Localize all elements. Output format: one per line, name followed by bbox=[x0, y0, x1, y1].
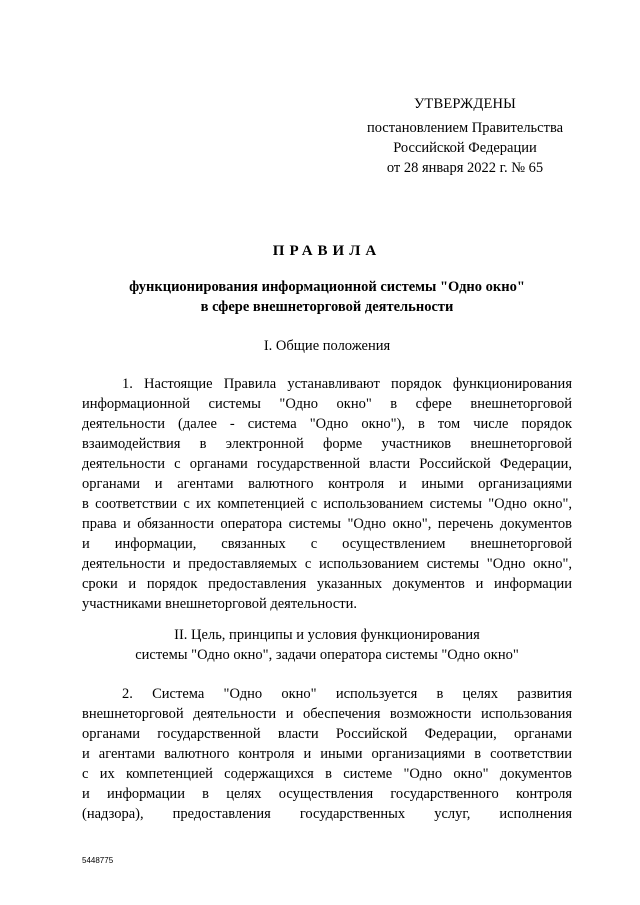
paragraph-line: внешнеторговой деятельности и обеспечения возможности использования bbox=[82, 706, 572, 722]
paragraph-line: деятельности и предоставляемых с использованием системы "Одно окно", bbox=[82, 556, 572, 572]
paragraph-line: права и обязанности оператора системы "Одно окно", перечень документов bbox=[82, 516, 572, 532]
approval-line-2: Российской Федерации bbox=[393, 140, 537, 156]
document-subtitle-line-2: в сфере внешнеторговой деятельности bbox=[200, 299, 454, 315]
approval-title: УТВЕРЖДЕНЫ bbox=[413, 96, 517, 112]
paragraph-line: с их компетенцией содержащихся в системе "Одно окно" документов bbox=[82, 766, 572, 782]
paragraph-line: (надзора), предоставления государственных услуг, исполнения bbox=[82, 806, 572, 822]
paragraph-line: органами государственной власти Российской Федерации, органами bbox=[82, 726, 572, 742]
paragraph-line: взаимодействия в электронной форме участников внешнеторговой bbox=[82, 436, 572, 452]
paragraph-2 bbox=[82, 684, 572, 824]
document-subtitle-line-1: функционирования информационной системы "Одно окно" bbox=[129, 279, 525, 295]
paragraph-line: и агентами валютного контроля и иными организациями в соответствии bbox=[82, 746, 572, 762]
paragraph-line: информационной системы "Одно окно" в сфере внешнеторговой bbox=[82, 396, 572, 412]
document-title: ПРАВИЛА bbox=[272, 243, 382, 259]
document-code: 5448775 bbox=[82, 856, 114, 865]
section-2-heading-line-2: системы "Одно окно", задачи оператора системы "Одно окно" bbox=[135, 647, 519, 663]
approval-line-3: от 28 января 2022 г. № 65 bbox=[386, 160, 544, 176]
paragraph-line: и информации, связанных с осуществлением внешнеторговой bbox=[82, 536, 572, 552]
paragraph-line: 1. Настоящие Правила устанавливают порядок функционирования bbox=[122, 376, 572, 392]
section-2-heading-line-1: II. Цель, принципы и условия функционирования bbox=[174, 627, 480, 643]
document-title-block bbox=[82, 243, 572, 317]
approval-line-1: постановлением Правительства bbox=[366, 120, 564, 136]
paragraph-line: сроки и порядок предоставления указанных документов и информации bbox=[82, 576, 572, 592]
section-1-heading: I. Общие положения bbox=[263, 338, 391, 354]
paragraph-line: в соответствии с их компетенцией с использованием системы "Одно окно", bbox=[82, 496, 572, 512]
paragraph-1 bbox=[82, 374, 572, 614]
paragraph-line: деятельности с органами государственной власти Российской Федерации, bbox=[82, 456, 572, 472]
paragraph-line: и информации в целях осуществления государственного контроля bbox=[82, 786, 572, 802]
paragraph-line: деятельности (далее - система "Одно окно"), в том числе порядок bbox=[82, 416, 572, 432]
paragraph-line: органами и агентами валютного контроля и иными организациями bbox=[82, 476, 572, 492]
paragraph-line: участниками внешнеторговой деятельности. bbox=[82, 596, 357, 612]
approval-stamp bbox=[350, 94, 580, 178]
paragraph-line: 2. Система "Одно окно" используется в целях развития bbox=[122, 686, 572, 702]
